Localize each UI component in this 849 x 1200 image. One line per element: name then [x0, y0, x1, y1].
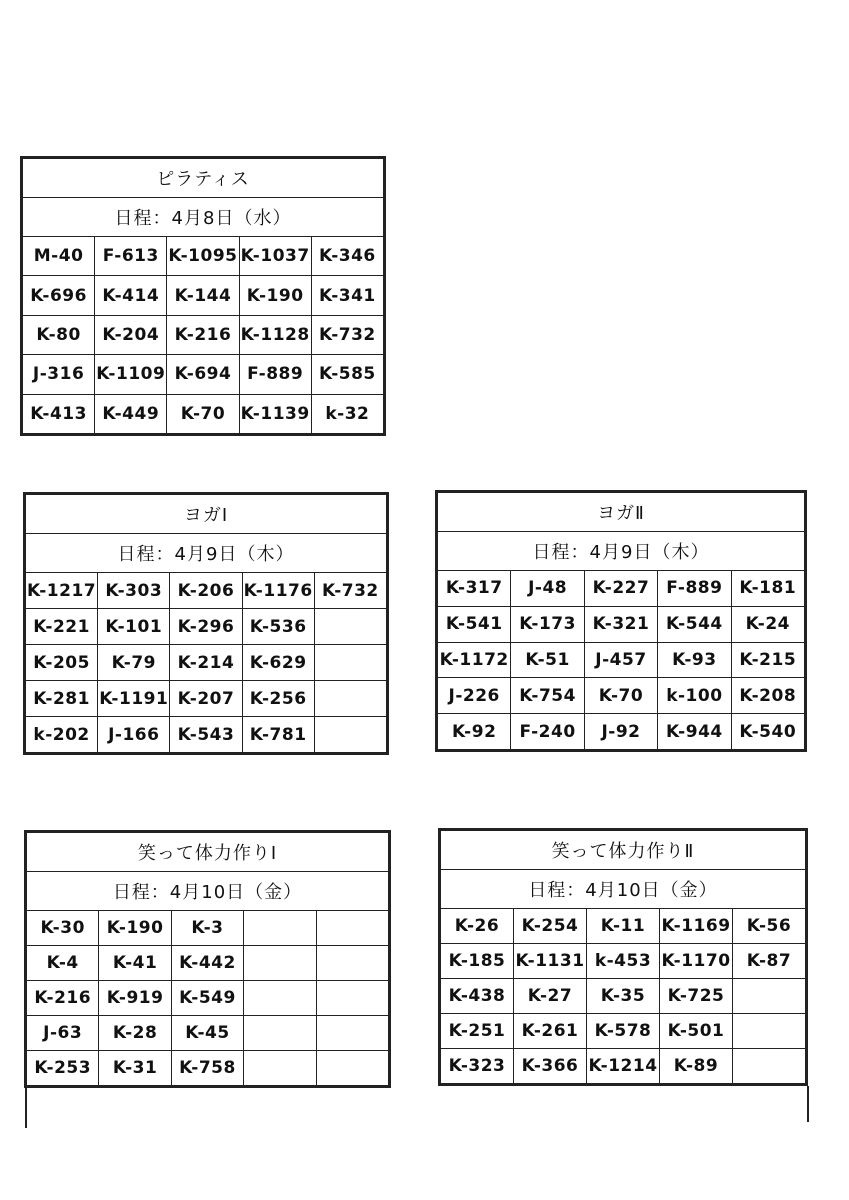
participant-id-cell: K-251 — [441, 1014, 514, 1049]
table-row — [441, 1014, 806, 1049]
schedule-date: 日程：4月8日（水） — [23, 198, 384, 237]
participant-id-cell: K-341 — [311, 276, 383, 315]
table-row — [438, 678, 805, 714]
participant-id-cell: K-544 — [658, 606, 731, 642]
participant-id-cell: K-346 — [311, 237, 383, 276]
margin-line-left — [25, 1088, 27, 1128]
participant-id-cell: K-321 — [584, 606, 657, 642]
participant-id-cell: K-4 — [27, 946, 99, 981]
participant-id-cell — [316, 1016, 388, 1051]
participant-id-cell: K-296 — [170, 609, 242, 645]
participant-id-cell — [316, 1051, 388, 1086]
participant-id-cell: K-92 — [438, 714, 511, 750]
table-row — [27, 946, 389, 981]
participant-id-cell: J-457 — [584, 642, 657, 678]
participant-id-cell: J-92 — [584, 714, 657, 750]
participant-id-cell — [316, 981, 388, 1016]
participant-id-cell: K-1172 — [438, 642, 511, 678]
schedule-table — [437, 492, 805, 750]
participant-id-cell: K-79 — [98, 645, 170, 681]
schedule-pilates — [20, 156, 386, 436]
participant-id-cell — [314, 609, 386, 645]
participant-id-cell: K-449 — [95, 394, 167, 433]
table-row — [27, 911, 389, 946]
participant-id-cell: K-754 — [511, 678, 584, 714]
schedule-yoga-2 — [435, 490, 807, 752]
participant-id-cell: F-889 — [239, 355, 311, 394]
participant-id-cell: M-40 — [23, 237, 95, 276]
participant-id-cell: F-613 — [95, 237, 167, 276]
participant-id-cell: K-1109 — [95, 355, 167, 394]
participant-id-cell: k-32 — [311, 394, 383, 433]
schedule-title: ヨガⅡ — [438, 493, 805, 532]
participant-id-cell: K-536 — [242, 609, 314, 645]
schedule-date: 日程：4月10日（金） — [27, 872, 389, 911]
table-row — [26, 681, 387, 717]
participant-id-cell: K-1170 — [660, 944, 733, 979]
participant-id-cell: K-578 — [587, 1014, 660, 1049]
participant-id-cell: K-549 — [171, 981, 243, 1016]
table-row — [23, 355, 384, 394]
participant-id-cell: K-208 — [731, 678, 804, 714]
participant-id-cell — [733, 979, 806, 1014]
participant-id-cell: K-185 — [441, 944, 514, 979]
schedule-laugh-fitness-2 — [438, 828, 808, 1086]
participant-id-cell: K-303 — [98, 573, 170, 609]
table-row — [26, 609, 387, 645]
participant-id-cell: K-501 — [660, 1014, 733, 1049]
participant-id-cell: K-540 — [731, 714, 804, 750]
table-row — [441, 1049, 806, 1084]
participant-id-cell: K-1191 — [98, 681, 170, 717]
participant-id-cell — [244, 1051, 316, 1086]
table-row — [438, 714, 805, 750]
participant-id-cell: K-227 — [584, 571, 657, 607]
table-row — [26, 573, 387, 609]
participant-id-cell: K-725 — [660, 979, 733, 1014]
participant-id-cell: K-35 — [587, 979, 660, 1014]
table-row — [27, 981, 389, 1016]
participant-id-cell: K-256 — [242, 681, 314, 717]
participant-id-cell: K-1095 — [167, 237, 239, 276]
table-row — [438, 571, 805, 607]
schedule-date: 日程：4月10日（金） — [441, 870, 806, 909]
participant-id-cell: K-101 — [98, 609, 170, 645]
participant-id-cell: K-543 — [170, 717, 242, 753]
participant-id-cell: F-889 — [658, 571, 731, 607]
participant-id-cell: K-781 — [242, 717, 314, 753]
participant-id-cell: J-226 — [438, 678, 511, 714]
participant-id-cell: K-1169 — [660, 909, 733, 944]
participant-id-cell: K-1131 — [514, 944, 587, 979]
participant-id-cell: K-1217 — [26, 573, 98, 609]
participant-id-cell: K-261 — [514, 1014, 587, 1049]
participant-id-cell: K-944 — [658, 714, 731, 750]
schedule-title: 笑って体力作りⅡ — [441, 831, 806, 870]
participant-id-cell: K-629 — [242, 645, 314, 681]
participant-id-cell: K-87 — [733, 944, 806, 979]
participant-id-cell: k-100 — [658, 678, 731, 714]
participant-id-cell — [733, 1049, 806, 1084]
participant-id-cell: K-206 — [170, 573, 242, 609]
participant-id-cell: K-89 — [660, 1049, 733, 1084]
participant-id-cell: K-438 — [441, 979, 514, 1014]
participant-id-cell: K-413 — [23, 394, 95, 433]
schedule-date: 日程：4月9日（木） — [438, 532, 805, 571]
participant-id-cell: K-216 — [167, 315, 239, 354]
participant-id-cell: K-919 — [99, 981, 171, 1016]
table-row — [23, 315, 384, 354]
table-row — [27, 1051, 389, 1086]
participant-id-cell: K-215 — [731, 642, 804, 678]
participant-id-cell — [244, 911, 316, 946]
participant-id-cell: K-442 — [171, 946, 243, 981]
participant-id-cell: J-48 — [511, 571, 584, 607]
participant-id-cell: K-190 — [99, 911, 171, 946]
participant-id-cell: K-214 — [170, 645, 242, 681]
participant-id-cell: K-696 — [23, 276, 95, 315]
participant-id-cell: K-207 — [170, 681, 242, 717]
participant-id-cell: K-221 — [26, 609, 98, 645]
participant-id-cell — [733, 1014, 806, 1049]
participant-id-cell: K-41 — [99, 946, 171, 981]
schedule-table — [25, 494, 387, 753]
table-row — [441, 944, 806, 979]
participant-id-cell: J-63 — [27, 1016, 99, 1051]
schedule-title: 笑って体力作りⅠ — [27, 833, 389, 872]
schedule-title: ヨガⅠ — [26, 495, 387, 534]
participant-id-cell: K-26 — [441, 909, 514, 944]
participant-id-cell: K-216 — [27, 981, 99, 1016]
table-row — [26, 645, 387, 681]
schedule-title: ピラティス — [23, 159, 384, 198]
participant-id-cell: F-240 — [511, 714, 584, 750]
participant-id-cell: K-80 — [23, 315, 95, 354]
participant-id-cell: K-1214 — [587, 1049, 660, 1084]
table-row — [438, 606, 805, 642]
schedule-table — [26, 832, 389, 1086]
participant-id-cell — [244, 981, 316, 1016]
participant-id-cell: K-585 — [311, 355, 383, 394]
table-row — [23, 276, 384, 315]
participant-id-cell: K-24 — [731, 606, 804, 642]
participant-id-cell: K-181 — [731, 571, 804, 607]
participant-id-cell: K-51 — [511, 642, 584, 678]
table-row — [26, 717, 387, 753]
participant-id-cell: K-317 — [438, 571, 511, 607]
participant-id-cell — [316, 911, 388, 946]
participant-id-cell: K-173 — [511, 606, 584, 642]
margin-line-right — [807, 1086, 809, 1122]
schedule-date: 日程：4月9日（木） — [26, 534, 387, 573]
schedule-yoga-1 — [23, 492, 389, 755]
participant-id-cell: k-202 — [26, 717, 98, 753]
participant-id-cell: K-204 — [95, 315, 167, 354]
participant-id-cell — [314, 645, 386, 681]
participant-id-cell: K-253 — [27, 1051, 99, 1086]
participant-id-cell: K-694 — [167, 355, 239, 394]
participant-id-cell: K-190 — [239, 276, 311, 315]
participant-id-cell: K-541 — [438, 606, 511, 642]
participant-id-cell: K-366 — [514, 1049, 587, 1084]
schedule-table — [440, 830, 806, 1084]
participant-id-cell: K-144 — [167, 276, 239, 315]
participant-id-cell: K-70 — [167, 394, 239, 433]
participant-id-cell: K-254 — [514, 909, 587, 944]
participant-id-cell: K-281 — [26, 681, 98, 717]
participant-id-cell: K-93 — [658, 642, 731, 678]
participant-id-cell: K-1037 — [239, 237, 311, 276]
table-row — [441, 909, 806, 944]
participant-id-cell: K-28 — [99, 1016, 171, 1051]
table-row — [23, 237, 384, 276]
participant-id-cell — [314, 717, 386, 753]
table-row — [23, 394, 384, 433]
participant-id-cell: K-758 — [171, 1051, 243, 1086]
participant-id-cell: K-30 — [27, 911, 99, 946]
participant-id-cell: K-205 — [26, 645, 98, 681]
participant-id-cell — [244, 1016, 316, 1051]
participant-id-cell: K-732 — [311, 315, 383, 354]
participant-id-cell — [316, 946, 388, 981]
table-row — [438, 642, 805, 678]
participant-id-cell: K-414 — [95, 276, 167, 315]
participant-id-cell: k-453 — [587, 944, 660, 979]
participant-id-cell: K-11 — [587, 909, 660, 944]
participant-id-cell: K-1176 — [242, 573, 314, 609]
schedule-laugh-fitness-1 — [24, 830, 391, 1088]
participant-id-cell: K-27 — [514, 979, 587, 1014]
participant-id-cell: K-56 — [733, 909, 806, 944]
participant-id-cell: K-45 — [171, 1016, 243, 1051]
table-row — [27, 1016, 389, 1051]
participant-id-cell: K-1139 — [239, 394, 311, 433]
participant-id-cell: K-31 — [99, 1051, 171, 1086]
participant-id-cell: J-316 — [23, 355, 95, 394]
participant-id-cell: J-166 — [98, 717, 170, 753]
participant-id-cell: K-1128 — [239, 315, 311, 354]
participant-id-cell: K-70 — [584, 678, 657, 714]
schedule-table — [22, 158, 384, 434]
participant-id-cell — [244, 946, 316, 981]
participant-id-cell: K-732 — [314, 573, 386, 609]
participant-id-cell: K-323 — [441, 1049, 514, 1084]
table-row — [441, 979, 806, 1014]
participant-id-cell — [314, 681, 386, 717]
participant-id-cell: K-3 — [171, 911, 243, 946]
